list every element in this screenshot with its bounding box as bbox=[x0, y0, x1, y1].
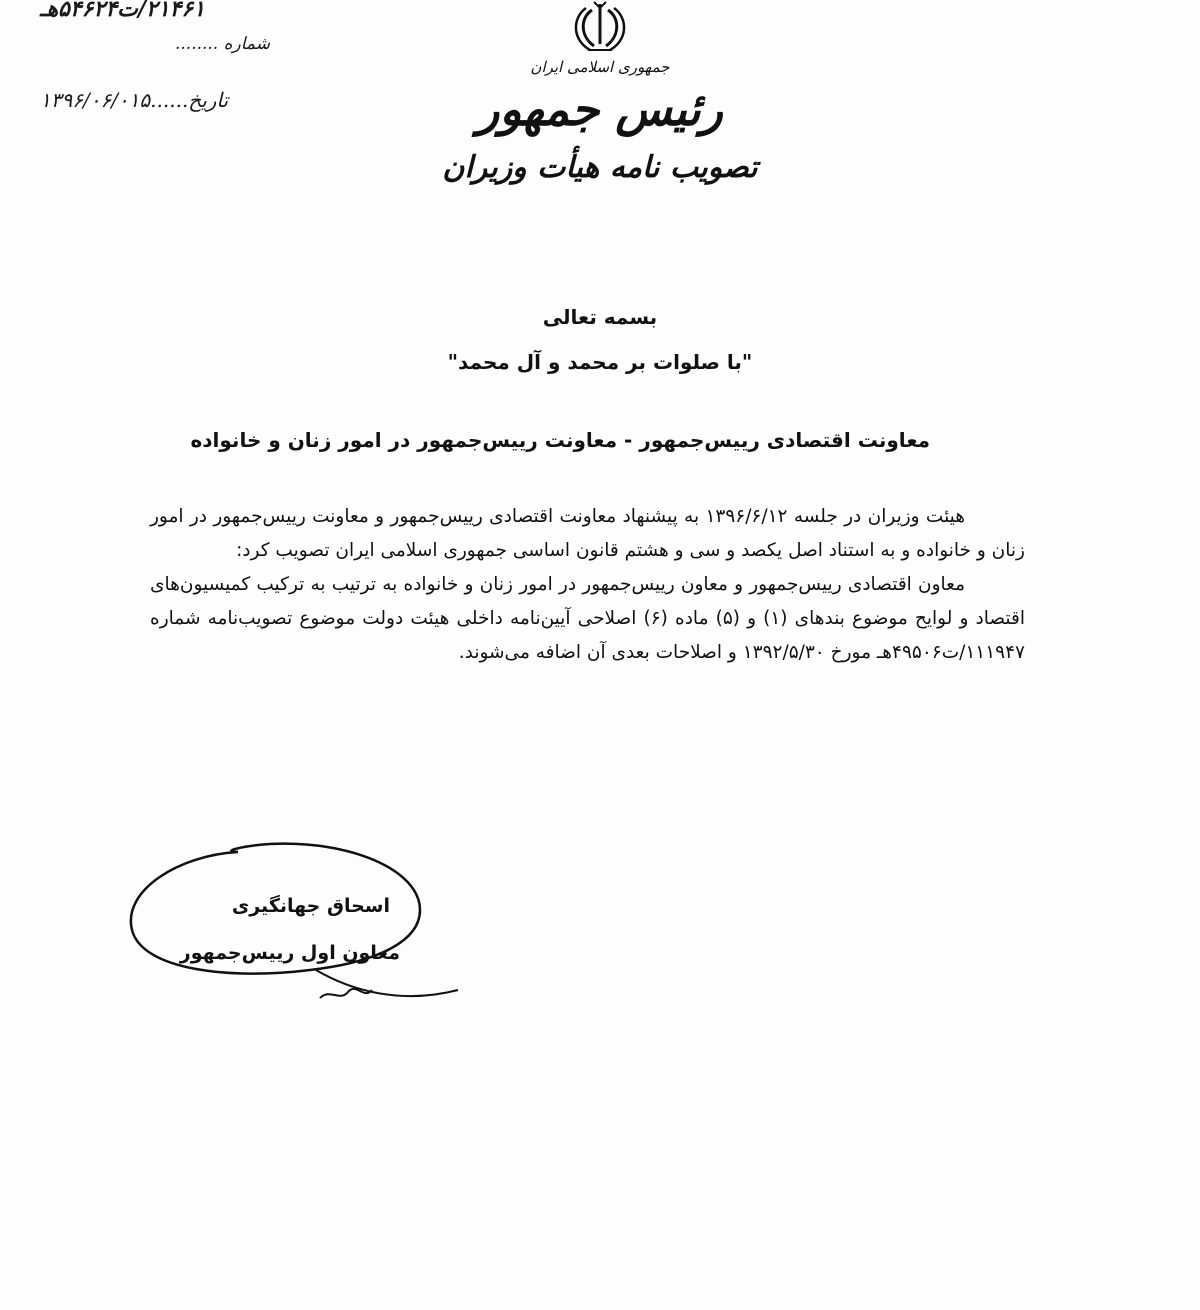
bismillah-heading: بسمه تعالی bbox=[542, 305, 658, 329]
body-paragraph-1: هیئت وزیران در جلسه ۱۳۹۶/۶/۱۲ به پیشنهاد معاونت اقتصادی رییس‌جمهور و معاونت رییس‌جمهور در امور زنان و خانواده و به استناد اصل یکصد و سی و هشتم قانون اساسی جمهوری اسلامی ایران تصویب کرد: bbox=[150, 506, 1025, 561]
document-type: تصویب نامه هیأت وزیران bbox=[442, 150, 758, 185]
reference-number-value: ۲۱۴۶۱/ت۵۴۶۲۴هـ bbox=[40, 0, 205, 22]
office-title: رئیس جمهور bbox=[477, 82, 723, 136]
letterhead bbox=[420, 0, 780, 185]
salawat-line: "با صلوات بر محمد و آل محمد" bbox=[447, 350, 753, 374]
handwritten-signature-icon bbox=[120, 830, 480, 1020]
reference-number-label: شماره ........ bbox=[174, 34, 270, 54]
iran-emblem-icon bbox=[570, 0, 630, 56]
decree-body bbox=[150, 500, 1025, 670]
signer-name: اسحاق جهانگیری bbox=[231, 895, 390, 917]
signature-block bbox=[120, 830, 480, 1020]
reference-date: تاریخ......۱۳۹۶/۰۶/۰۱۵ bbox=[40, 88, 229, 112]
body-paragraph-2: معاون اقتصادی رییس‌جمهور و معاون رییس‌جمهور در امور زنان و خانواده به ترتیب به ترکیب کمیسیون‌های اقتصاد و لوایح موضوع بندهای (۱) و (۵) ماده (۶) اصلاحی آیین‌نامه داخلی هیئت دولت موضوع تصویب‌نامه شماره ۱۱۱۹۴۷/ت۴۹۵۰۶هـ مورخ ۱۳۹۲/۵/۳۰ و اصلاحات بعدی آن اضافه می‌شوند. bbox=[150, 574, 1025, 663]
country-name: جمهوری اسلامی ایران bbox=[530, 58, 670, 76]
signer-title: معاون اول رییس‌جمهور bbox=[179, 942, 400, 964]
recipients-line: معاونت اقتصادی رییس‌جمهور - معاونت رییس‌جمهور در امور زنان و خانواده bbox=[190, 428, 930, 452]
